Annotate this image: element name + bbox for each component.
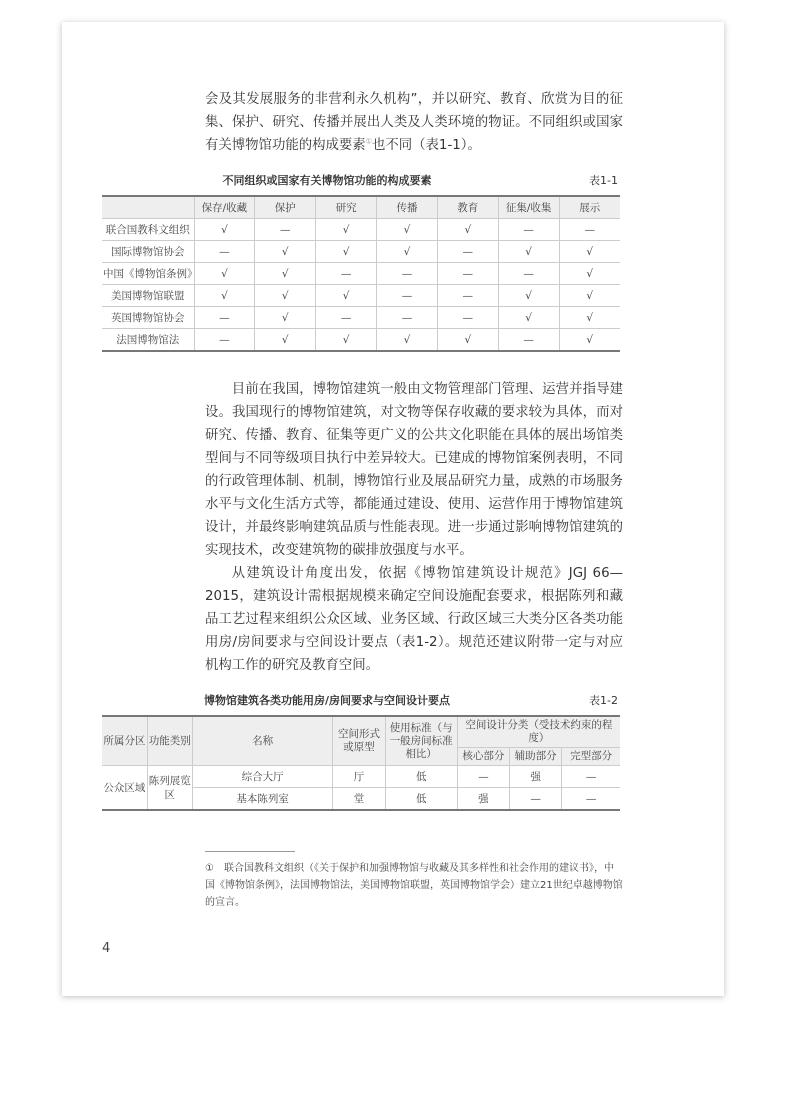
header-cell: 保护 <box>255 196 316 219</box>
cell: — <box>316 263 377 285</box>
cell: √ <box>377 241 438 263</box>
row-label: 联合国教科文组织 <box>102 219 194 241</box>
cell-zone: 公众区域 <box>102 766 147 811</box>
cell: √ <box>498 241 559 263</box>
body-paragraph-2: 从建筑设计角度出发，依据《博物馆建筑设计规范》JGJ 66—2015，建筑设计需根据规模来确定空间设施配套要求，根据陈列和藏品工艺过程来组织公众区域、业务区域、行政区域三大类分区各类功能用房/房间要求与空间设计要点（表1-2）。规范还建议附带一定与对应机构工作的研究及教育空间。 <box>205 566 623 673</box>
cell: 堂 <box>333 788 385 811</box>
cell: 强 <box>510 766 562 788</box>
intro-paragraph <box>205 88 623 157</box>
cell: — <box>377 285 438 307</box>
header-cell <box>102 196 194 219</box>
cell: — <box>437 307 498 329</box>
header-cell: 教育 <box>437 196 498 219</box>
header-cell: 研究 <box>316 196 377 219</box>
table2-caption-row <box>102 693 622 711</box>
cell: √ <box>377 219 438 241</box>
row-label: 英国博物馆协会 <box>102 307 194 329</box>
cell: √ <box>255 307 316 329</box>
cell: √ <box>194 219 255 241</box>
cell: √ <box>559 263 620 285</box>
cell: — <box>437 263 498 285</box>
header-cell: 传播 <box>377 196 438 219</box>
cell: — <box>255 219 316 241</box>
cell: √ <box>498 285 559 307</box>
cell: 基本陈列室 <box>192 788 333 811</box>
cell: — <box>377 263 438 285</box>
header-name: 名称 <box>192 716 333 766</box>
footnote-mark[interactable]: ① <box>365 137 372 146</box>
cell: √ <box>255 241 316 263</box>
cell: — <box>562 766 620 788</box>
table-row <box>102 766 620 788</box>
table-row <box>102 329 620 352</box>
cell: — <box>559 219 620 241</box>
table-1 <box>102 195 620 352</box>
footnote: ① 联合国教科文组织（《关于保护和加强博物馆与收藏及其多样性和社会作用的建议书》，中国《博物馆条例》，法国博物馆法，美国博物馆联盟，英国博物馆学会）建立21世纪卓越博物馆的宣言。 <box>205 863 623 908</box>
header-zone: 所属分区 <box>102 716 147 766</box>
cell: 低 <box>385 766 457 788</box>
cell-category: 陈列展览区 <box>147 766 192 811</box>
cell: √ <box>437 329 498 352</box>
footnote-divider <box>205 851 295 852</box>
header-cell: 保存/收藏 <box>194 196 255 219</box>
table1-number: 表1-1 <box>589 174 618 187</box>
header-design-class: 空间设计分类（受技术约束的程度） <box>457 716 620 748</box>
cell: 低 <box>385 788 457 811</box>
cell: — <box>194 241 255 263</box>
header-core: 核心部分 <box>457 748 509 766</box>
table-row <box>102 241 620 263</box>
table1-caption-row <box>102 173 622 191</box>
document-page <box>62 22 724 996</box>
table-row <box>102 263 620 285</box>
cell: — <box>437 241 498 263</box>
row-label: 中国《博物馆条例》 <box>102 263 194 285</box>
intro-text: 会及其发展服务的非营利永久机构”，并以研究、教育、欣赏为目的征集、保护、研究、传播并展出人类及人类环境的物证。不同组织或国家有关博物馆功能的构成要素 <box>205 92 623 153</box>
cell: √ <box>559 307 620 329</box>
cell: — <box>510 788 562 811</box>
table2-number: 表1-2 <box>589 694 618 707</box>
cell: — <box>194 329 255 352</box>
cell: — <box>562 788 620 811</box>
cell: 厅 <box>333 766 385 788</box>
body-paragraph-1: 目前在我国，博物馆建筑一般由文物管理部门管理、运营并指导建设。我国现行的博物馆建筑，对文物等保存收藏的要求较为具体，而对研究、传播、教育、征集等更广义的公共文化职能在具体的展出场馆类型间与不同等级项目执行中差异较大。已建成的博物馆案例表明，不同的行政管理体制、机制，博物馆行业及展品研究力量，成熟的市场服务水平与文化生活方式等，都能通过建设、使用、运营作用于博物馆建筑设计，并最终影响建筑品质与性能表现。进一步通过影响博物馆建筑的实现技术，改变建筑物的碳排放强度与水平。 <box>205 382 623 558</box>
cell: — <box>498 263 559 285</box>
cell: √ <box>255 329 316 352</box>
cell: √ <box>316 285 377 307</box>
header-cell: 征集/收集 <box>498 196 559 219</box>
cell: 强 <box>457 788 509 811</box>
table-row <box>102 219 620 241</box>
body-paragraphs <box>205 378 623 677</box>
cell: √ <box>559 241 620 263</box>
cell: — <box>437 285 498 307</box>
cell: — <box>457 766 509 788</box>
cell: √ <box>316 241 377 263</box>
cell: — <box>498 329 559 352</box>
cell: 综合大厅 <box>192 766 333 788</box>
cell: — <box>377 307 438 329</box>
header-complete: 完型部分 <box>562 748 620 766</box>
row-label: 法国博物馆法 <box>102 329 194 352</box>
table-row <box>102 307 620 329</box>
table1-caption: 不同组织或国家有关博物馆功能的构成要素 <box>222 174 432 187</box>
cell: — <box>194 307 255 329</box>
intro-text-end: 也不同（表1-1）。 <box>371 138 481 153</box>
row-label: 国际博物馆协会 <box>102 241 194 263</box>
cell: √ <box>255 263 316 285</box>
cell: √ <box>194 285 255 307</box>
cell: — <box>316 307 377 329</box>
cell: √ <box>194 263 255 285</box>
table-row <box>102 285 620 307</box>
header-standard: 使用标准（与一般房间标准相比） <box>385 716 457 766</box>
header-category: 功能类别 <box>147 716 192 766</box>
table2-caption: 博物馆建筑各类功能用房/房间要求与空间设计要点 <box>203 694 451 707</box>
table-2 <box>102 715 620 811</box>
cell: √ <box>559 329 620 352</box>
page-number: 4 <box>102 941 111 956</box>
cell: √ <box>559 285 620 307</box>
cell: √ <box>255 285 316 307</box>
cell: — <box>498 219 559 241</box>
cell: √ <box>498 307 559 329</box>
row-label: 美国博物馆联盟 <box>102 285 194 307</box>
header-form: 空间形式或原型 <box>333 716 385 766</box>
header-cell: 展示 <box>559 196 620 219</box>
cell: √ <box>316 329 377 352</box>
content-column <box>102 88 622 956</box>
cell: √ <box>377 329 438 352</box>
cell: √ <box>316 219 377 241</box>
cell: √ <box>437 219 498 241</box>
table1-header-row <box>102 196 620 219</box>
header-aux: 辅助部分 <box>510 748 562 766</box>
